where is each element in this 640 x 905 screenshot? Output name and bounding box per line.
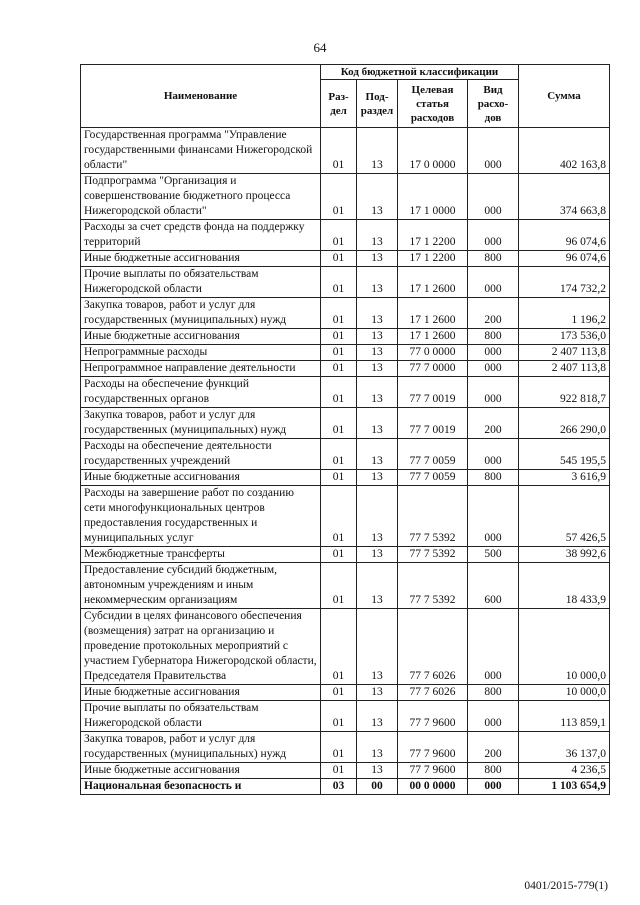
cell-vid: 800 xyxy=(468,251,519,267)
cell-razdel: 01 xyxy=(321,329,357,345)
cell-razdel: 01 xyxy=(321,298,357,329)
document-code: 0401/2015-779(1) xyxy=(524,880,608,892)
cell-sum: 18 433,9 xyxy=(519,563,610,609)
cell-podrazdel: 13 xyxy=(357,329,398,345)
cell-sum: 10 000,0 xyxy=(519,685,610,701)
cell-podrazdel: 13 xyxy=(357,439,398,470)
col-header-sum: Сумма xyxy=(519,65,610,128)
cell-target: 17 0 0000 xyxy=(398,128,468,174)
cell-vid: 000 xyxy=(468,439,519,470)
cell-podrazdel: 00 xyxy=(357,779,398,795)
cell-sum: 96 074,6 xyxy=(519,220,610,251)
cell-target: 17 1 2600 xyxy=(398,298,468,329)
cell-podrazdel: 13 xyxy=(357,267,398,298)
cell-name: Предоставление субсидий бюджетным, автономным учреждениям и иным некоммерческим организациям xyxy=(81,563,321,609)
cell-podrazdel: 13 xyxy=(357,732,398,763)
cell-sum: 266 290,0 xyxy=(519,408,610,439)
cell-name: Расходы за счет средств фонда на поддержку территорий xyxy=(81,220,321,251)
cell-razdel: 01 xyxy=(321,470,357,486)
cell-razdel: 01 xyxy=(321,361,357,377)
cell-vid: 000 xyxy=(468,701,519,732)
cell-podrazdel: 13 xyxy=(357,470,398,486)
cell-name: Иные бюджетные ассигнования xyxy=(81,470,321,486)
cell-name: Закупка товаров, работ и услуг для государственных (муниципальных) нужд xyxy=(81,408,321,439)
cell-razdel: 01 xyxy=(321,439,357,470)
table-body xyxy=(81,128,610,795)
cell-razdel: 01 xyxy=(321,251,357,267)
cell-target: 77 7 6026 xyxy=(398,609,468,685)
cell-target: 17 1 0000 xyxy=(398,174,468,220)
cell-target: 77 7 6026 xyxy=(398,685,468,701)
cell-razdel: 01 xyxy=(321,685,357,701)
cell-name: Прочие выплаты по обязательствам Нижегородской области xyxy=(81,267,321,298)
cell-name: Субсидии в целях финансового обеспечения (возмещения) затрат на организацию и проведение протокольных мероприятий с участием Губернатора Нижегородской области, Председателя Правительства xyxy=(81,609,321,685)
cell-name: Подпрограмма "Организация и совершенствование бюджетного процесса Нижегородской области" xyxy=(81,174,321,220)
cell-razdel: 01 xyxy=(321,486,357,547)
cell-target: 77 7 9600 xyxy=(398,701,468,732)
page-number: 64 xyxy=(313,40,327,55)
cell-razdel: 01 xyxy=(321,563,357,609)
cell-sum: 3 616,9 xyxy=(519,470,610,486)
cell-podrazdel: 13 xyxy=(357,251,398,267)
cell-sum: 922 818,7 xyxy=(519,377,610,408)
cell-vid: 000 xyxy=(468,174,519,220)
cell-vid: 000 xyxy=(468,345,519,361)
cell-sum: 374 663,8 xyxy=(519,174,610,220)
cell-vid: 000 xyxy=(468,486,519,547)
table-row xyxy=(81,779,610,795)
cell-sum: 174 732,2 xyxy=(519,267,610,298)
cell-sum: 402 163,8 xyxy=(519,128,610,174)
table-row xyxy=(81,361,610,377)
budget-table xyxy=(80,64,610,795)
cell-razdel: 01 xyxy=(321,408,357,439)
cell-vid: 800 xyxy=(468,470,519,486)
col-header-section: Раз-дел xyxy=(321,80,357,128)
cell-target: 17 1 2600 xyxy=(398,267,468,298)
cell-podrazdel: 13 xyxy=(357,128,398,174)
cell-sum: 173 536,0 xyxy=(519,329,610,345)
cell-podrazdel: 13 xyxy=(357,408,398,439)
cell-vid: 800 xyxy=(468,329,519,345)
cell-name: Закупка товаров, работ и услуг для государственных (муниципальных) нужд xyxy=(81,732,321,763)
table-row xyxy=(81,439,610,470)
cell-vid: 600 xyxy=(468,563,519,609)
cell-sum: 545 195,5 xyxy=(519,439,610,470)
cell-vid: 200 xyxy=(468,408,519,439)
cell-vid: 000 xyxy=(468,267,519,298)
cell-vid: 200 xyxy=(468,732,519,763)
table-row xyxy=(81,563,610,609)
cell-razdel: 01 xyxy=(321,174,357,220)
cell-vid: 000 xyxy=(468,220,519,251)
cell-sum: 36 137,0 xyxy=(519,732,610,763)
cell-target: 77 7 9600 xyxy=(398,732,468,763)
cell-podrazdel: 13 xyxy=(357,298,398,329)
table-row xyxy=(81,547,610,563)
cell-name: Иные бюджетные ассигнования xyxy=(81,763,321,779)
cell-target: 77 7 0019 xyxy=(398,408,468,439)
cell-target: 17 1 2200 xyxy=(398,251,468,267)
cell-name: Иные бюджетные ассигнования xyxy=(81,329,321,345)
col-header-name: Наименование xyxy=(81,65,321,128)
cell-name: Иные бюджетные ассигнования xyxy=(81,685,321,701)
cell-target: 00 0 0000 xyxy=(398,779,468,795)
cell-name: Межбюджетные трансферты xyxy=(81,547,321,563)
cell-vid: 000 xyxy=(468,377,519,408)
cell-sum: 96 074,6 xyxy=(519,251,610,267)
cell-target: 17 1 2200 xyxy=(398,220,468,251)
cell-podrazdel: 13 xyxy=(357,377,398,408)
cell-target: 77 7 5392 xyxy=(398,547,468,563)
cell-vid: 000 xyxy=(468,128,519,174)
table-row xyxy=(81,251,610,267)
cell-target: 77 7 5392 xyxy=(398,486,468,547)
cell-sum: 38 992,6 xyxy=(519,547,610,563)
cell-name: Непрограммные расходы xyxy=(81,345,321,361)
cell-vid: 800 xyxy=(468,685,519,701)
cell-razdel: 01 xyxy=(321,763,357,779)
cell-name: Непрограммное направление деятельности xyxy=(81,361,321,377)
cell-podrazdel: 13 xyxy=(357,701,398,732)
cell-sum: 57 426,5 xyxy=(519,486,610,547)
table-row xyxy=(81,701,610,732)
cell-target: 17 1 2600 xyxy=(398,329,468,345)
cell-razdel: 01 xyxy=(321,701,357,732)
cell-razdel: 01 xyxy=(321,220,357,251)
cell-vid: 500 xyxy=(468,547,519,563)
table-row xyxy=(81,609,610,685)
cell-sum: 2 407 113,8 xyxy=(519,361,610,377)
table-row xyxy=(81,267,610,298)
cell-name: Иные бюджетные ассигнования xyxy=(81,251,321,267)
col-header-subsection: Под-раздел xyxy=(357,80,398,128)
cell-podrazdel: 13 xyxy=(357,361,398,377)
cell-sum: 113 859,1 xyxy=(519,701,610,732)
cell-sum: 10 000,0 xyxy=(519,609,610,685)
cell-podrazdel: 13 xyxy=(357,763,398,779)
cell-razdel: 01 xyxy=(321,732,357,763)
cell-name: Закупка товаров, работ и услуг для государственных (муниципальных) нужд xyxy=(81,298,321,329)
cell-razdel: 01 xyxy=(321,609,357,685)
cell-vid: 000 xyxy=(468,361,519,377)
cell-vid: 800 xyxy=(468,763,519,779)
cell-podrazdel: 13 xyxy=(357,486,398,547)
cell-podrazdel: 13 xyxy=(357,609,398,685)
table-row xyxy=(81,298,610,329)
cell-razdel: 01 xyxy=(321,128,357,174)
cell-name: Прочие выплаты по обязательствам Нижегородской области xyxy=(81,701,321,732)
cell-razdel: 01 xyxy=(321,377,357,408)
table-row xyxy=(81,377,610,408)
cell-razdel: 01 xyxy=(321,547,357,563)
cell-name: Расходы на обеспечение функций государственных органов xyxy=(81,377,321,408)
cell-vid: 000 xyxy=(468,779,519,795)
table-row xyxy=(81,345,610,361)
cell-vid: 200 xyxy=(468,298,519,329)
cell-target: 77 7 5392 xyxy=(398,563,468,609)
col-header-target: Целевая статья расходов xyxy=(398,80,468,128)
cell-sum: 4 236,5 xyxy=(519,763,610,779)
cell-target: 77 7 0059 xyxy=(398,439,468,470)
cell-razdel: 03 xyxy=(321,779,357,795)
cell-podrazdel: 13 xyxy=(357,174,398,220)
cell-target: 77 7 0019 xyxy=(398,377,468,408)
cell-vid: 000 xyxy=(468,609,519,685)
cell-podrazdel: 13 xyxy=(357,345,398,361)
cell-target: 77 7 9600 xyxy=(398,763,468,779)
table-row xyxy=(81,486,610,547)
cell-sum: 2 407 113,8 xyxy=(519,345,610,361)
cell-podrazdel: 13 xyxy=(357,563,398,609)
cell-sum: 1 103 654,9 xyxy=(519,779,610,795)
cell-razdel: 01 xyxy=(321,267,357,298)
header-row-1 xyxy=(81,65,610,80)
table-row xyxy=(81,408,610,439)
table-row xyxy=(81,732,610,763)
cell-target: 77 7 0000 xyxy=(398,361,468,377)
col-header-code-group: Код бюджетной классификации xyxy=(321,65,519,80)
table-row xyxy=(81,128,610,174)
cell-name: Расходы на завершение работ по созданию сети многофункциональных центров предоставления государственных и муниципальных услуг xyxy=(81,486,321,547)
cell-podrazdel: 13 xyxy=(357,547,398,563)
cell-name: Национальная безопасность и xyxy=(81,779,321,795)
table-row xyxy=(81,685,610,701)
cell-sum: 1 196,2 xyxy=(519,298,610,329)
cell-name: Расходы на обеспечение деятельности государственных учреждений xyxy=(81,439,321,470)
cell-podrazdel: 13 xyxy=(357,685,398,701)
table-row xyxy=(81,470,610,486)
table-row xyxy=(81,220,610,251)
cell-name: Государственная программа "Управление государственными финансами Нижегородской области" xyxy=(81,128,321,174)
col-header-type: Вид расхо-дов xyxy=(468,80,519,128)
table-row xyxy=(81,174,610,220)
table-row xyxy=(81,763,610,779)
cell-target: 77 0 0000 xyxy=(398,345,468,361)
table-row xyxy=(81,329,610,345)
cell-podrazdel: 13 xyxy=(357,220,398,251)
cell-razdel: 01 xyxy=(321,345,357,361)
cell-target: 77 7 0059 xyxy=(398,470,468,486)
